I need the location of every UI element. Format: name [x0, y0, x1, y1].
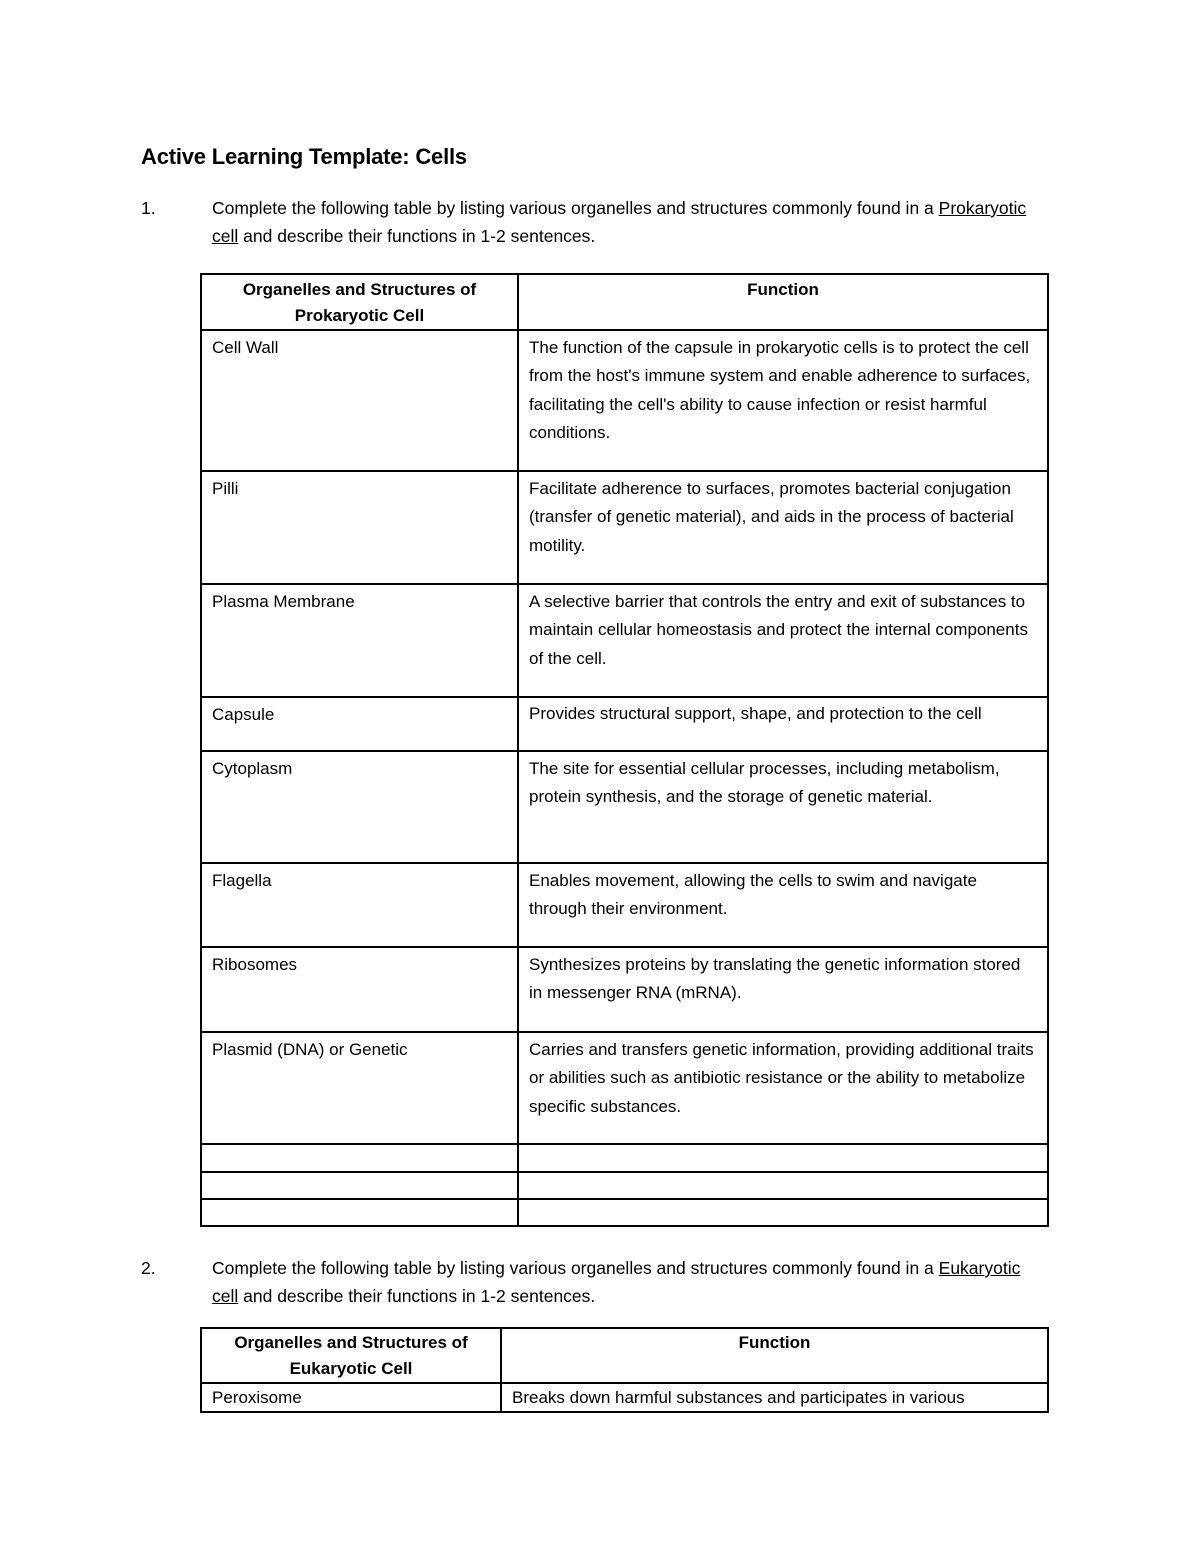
function-cell[interactable]: A selective barrier that controls the entry and exit of substances to maintain cellular homeostasis and protect the internal components of the cell. — [518, 584, 1048, 697]
structure-cell[interactable]: Ribosomes — [201, 947, 518, 1032]
function-cell[interactable]: The function of the capsule in prokaryotic cells is to protect the cell from the host's immune system and enable adherence to surfaces, facilitating the cell's ability to cause infection or resist harmful conditions. — [518, 330, 1048, 471]
document-title: Active Learning Template: Cells — [141, 144, 467, 169]
table-row — [201, 751, 1048, 863]
function-cell[interactable] — [518, 1144, 1048, 1172]
eukaryotic-table — [200, 1327, 1049, 1413]
structure-cell[interactable] — [201, 1144, 518, 1172]
function-cell[interactable]: Breaks down harmful substances and participates in various — [501, 1383, 1048, 1412]
empty-table-row — [201, 1172, 1048, 1199]
function-cell[interactable]: The site for essential cellular processes, including metabolism, protein synthesis, and the storage of genetic material. — [518, 751, 1048, 863]
table-header-row — [201, 1328, 1048, 1383]
structure-cell[interactable]: Flagella — [201, 863, 518, 947]
underlined-term: Prokaryotic cell — [212, 198, 1027, 246]
function-cell[interactable]: Synthesizes proteins by translating the genetic information stored in messenger RNA (mRNA). — [518, 947, 1048, 1032]
question-2 — [141, 1254, 1041, 1310]
empty-table-row — [201, 1199, 1048, 1226]
table-row — [201, 584, 1048, 697]
table-row — [201, 471, 1048, 584]
structure-cell[interactable]: Peroxisome — [201, 1383, 501, 1412]
table-header-row — [201, 274, 1048, 330]
table-row — [201, 330, 1048, 471]
structure-cell[interactable]: Plasmid (DNA) or Genetic — [201, 1032, 518, 1144]
structure-cell[interactable] — [201, 1199, 518, 1226]
question-number: 1. — [141, 198, 156, 218]
function-cell[interactable]: Enables movement, allowing the cells to swim and navigate through their environment. — [518, 863, 1048, 947]
column-header: Function — [501, 1328, 1048, 1383]
empty-table-row — [201, 1144, 1048, 1172]
column-header: Function — [518, 274, 1048, 330]
structure-cell[interactable]: Capsule — [201, 697, 518, 751]
question-text-before: Complete the following table by listing various organelles and structures commonly found in a — [212, 198, 939, 218]
question-number: 2. — [141, 1258, 156, 1278]
structure-cell[interactable]: Cytoplasm — [201, 751, 518, 863]
question-text — [212, 194, 1041, 250]
prokaryotic-table — [200, 273, 1049, 1227]
function-cell[interactable]: Provides structural support, shape, and protection to the cell — [518, 697, 1048, 751]
function-cell[interactable]: Facilitate adherence to surfaces, promotes bacterial conjugation (transfer of genetic material), and aids in the process of bacterial motility. — [518, 471, 1048, 584]
column-header: Organelles and Structures of Prokaryotic Cell — [201, 274, 518, 330]
underlined-term: Eukaryotic cell — [212, 1258, 1021, 1306]
function-cell[interactable] — [518, 1172, 1048, 1199]
column-header: Organelles and Structures of Eukaryotic Cell — [201, 1328, 501, 1383]
function-cell[interactable]: Carries and transfers genetic information, providing additional traits or abilities such as antibiotic resistance or the ability to metabolize specific substances. — [518, 1032, 1048, 1144]
structure-cell[interactable]: Plasma Membrane — [201, 584, 518, 697]
question-text-before: Complete the following table by listing various organelles and structures commonly found in a — [212, 1258, 939, 1278]
table-row — [201, 1383, 1048, 1412]
structure-cell[interactable] — [201, 1172, 518, 1199]
table-row — [201, 947, 1048, 1032]
question-text-after: and describe their functions in 1-2 sentences. — [238, 1286, 596, 1306]
table-row — [201, 863, 1048, 947]
structure-cell[interactable]: Pilli — [201, 471, 518, 584]
structure-cell[interactable]: Cell Wall — [201, 330, 518, 471]
table-row — [201, 697, 1048, 751]
question-text — [212, 1254, 1041, 1310]
question-1 — [141, 194, 1041, 250]
question-text-after: and describe their functions in 1-2 sentences. — [238, 226, 596, 246]
table-row — [201, 1032, 1048, 1144]
function-cell[interactable] — [518, 1199, 1048, 1226]
